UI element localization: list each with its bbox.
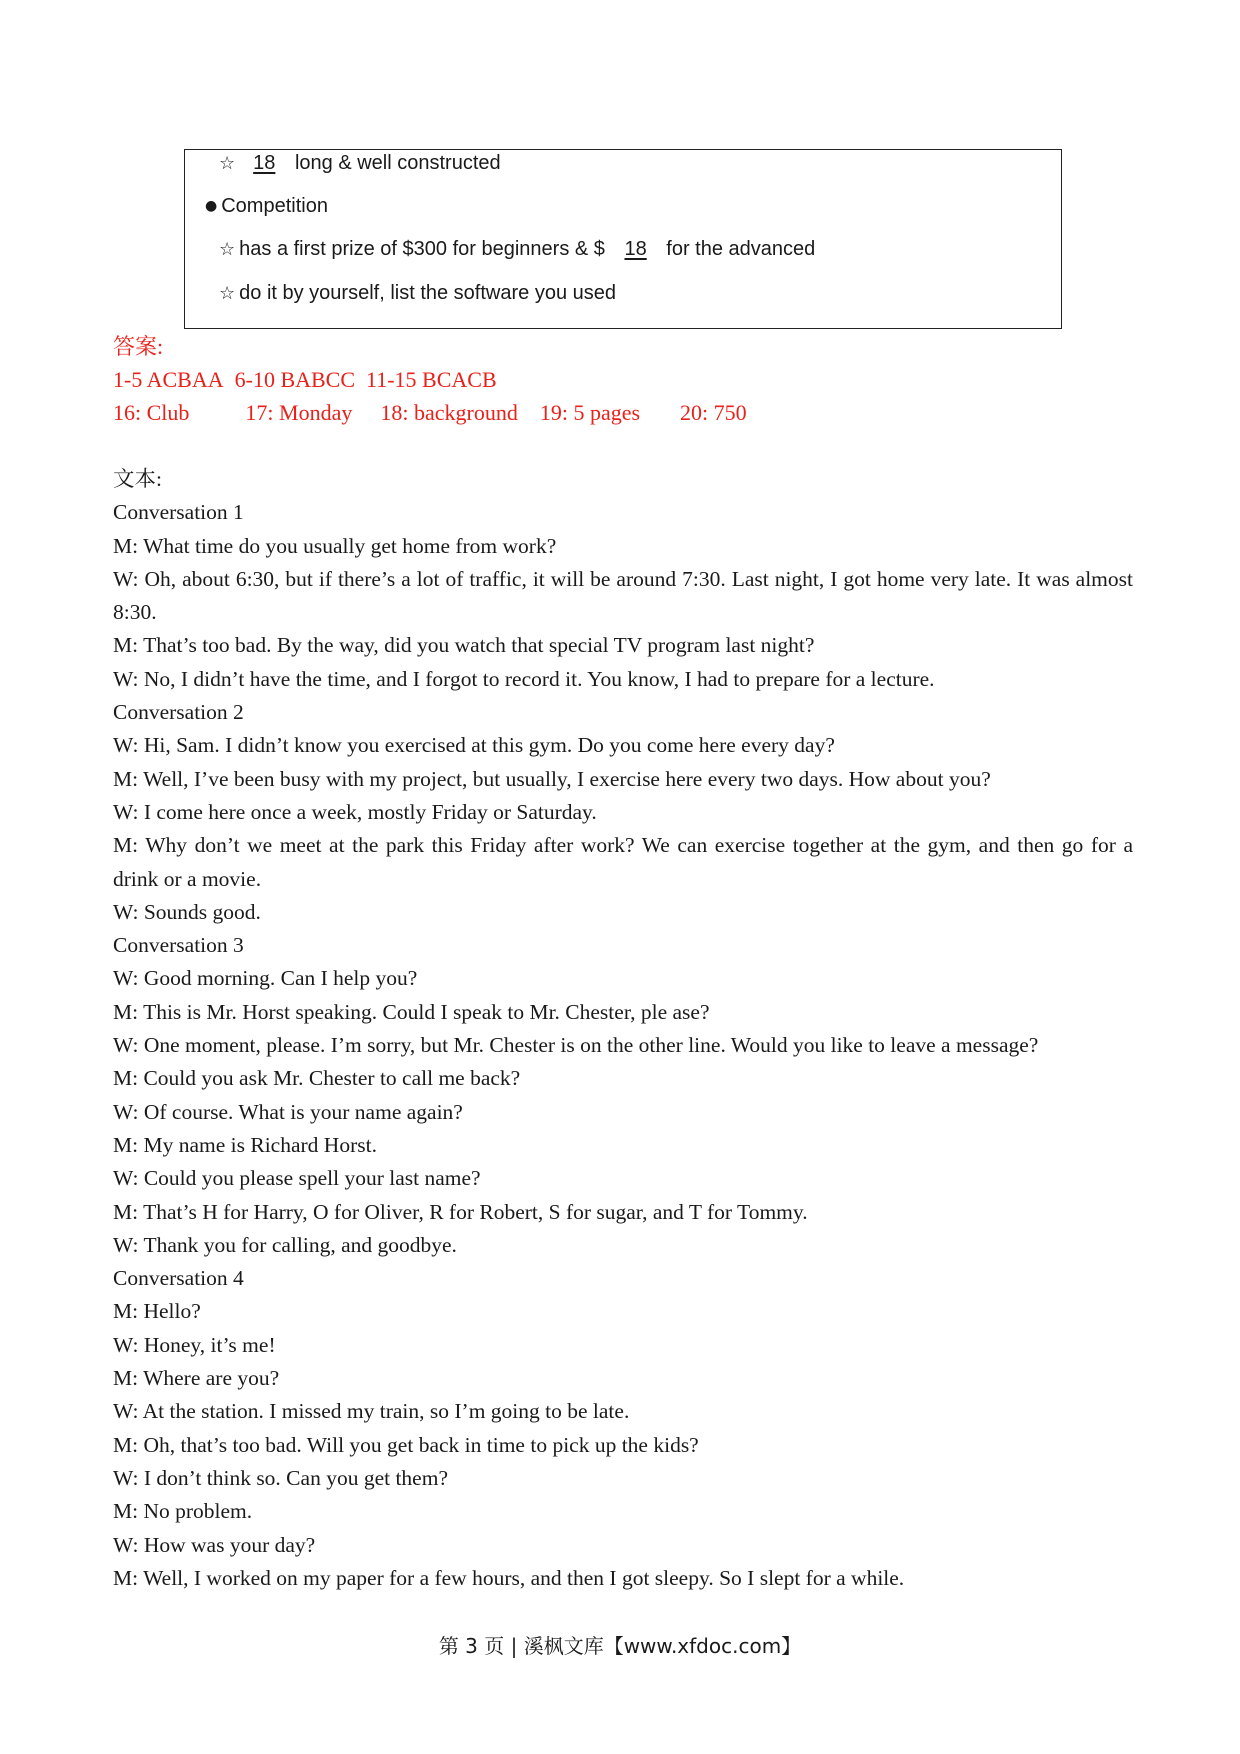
page-footer: 第 3 页 | 溪枫文库【www.xfdoc.com】: [438, 1634, 802, 1658]
box-line-text: do it by yourself, list the software you used: [239, 282, 616, 304]
dialogue-line: W: Good morning. Can I help you?: [113, 966, 418, 991]
dialogue-line: M: Could you ask Mr. Chester to call me back?: [113, 1066, 521, 1091]
box-line-text: has a first prize of $300 for beginners & $: [239, 238, 605, 260]
dialogue-line: M: Where are you?: [113, 1366, 280, 1391]
answer-item: 17: Monday: [245, 400, 353, 425]
box-line-text: long & well constructed: [294, 152, 501, 174]
answer-item: 18: background: [380, 400, 518, 425]
bullet-icon: ●: [205, 198, 218, 214]
dialogue-line: W: How was your day?: [113, 1532, 316, 1557]
dialogue-line: M: Why don’t we meet at the park this Friday after work? We can exercise together at the gym, and then go for a drink or a movie.: [113, 833, 1133, 891]
conversation-heading: Conversation 1: [113, 500, 244, 525]
answer-group: 6-10 BABCC: [234, 367, 356, 392]
answers-row-2: [113, 396, 747, 429]
answers-row-1: [113, 363, 747, 396]
dialogue-line: M: Oh, that’s too bad. Will you get back in time to pick up the kids?: [113, 1432, 699, 1457]
dialogue-line: W: One moment, please. I’m sorry, but Mr. Chester is on the other line. Would you like to leave a message?: [113, 1033, 1039, 1058]
dialogue-line: W: Sounds good.: [113, 899, 261, 924]
notes-box: [184, 149, 1062, 329]
answer-item: 16: Club: [113, 400, 190, 425]
answer-group: 1-5 ACBAA: [113, 367, 224, 392]
dialogue-line: W: Of course. What is your name again?: [113, 1099, 463, 1124]
dialogue-line: W: No, I didn’t have the time, and I forgot to record it. You know, I had to prepare for a lecture.: [113, 666, 935, 691]
dialogue-line: W: I come here once a week, mostly Friday or Saturday.: [113, 799, 597, 824]
dialogue-line: W: Honey, it’s me!: [113, 1332, 276, 1357]
dialogue-line: M: What time do you usually get home from work?: [113, 533, 557, 558]
box-line-software: [219, 282, 616, 305]
dialogue-line: W: Hi, Sam. I didn’t know you exercised at this gym. Do you come here every day?: [113, 733, 835, 758]
star-icon: ☆: [219, 239, 236, 260]
answers-heading: 答案:: [113, 334, 164, 359]
dialogue-line: M: Hello?: [113, 1299, 201, 1324]
box-line-text: Competition: [221, 195, 328, 217]
dialogue-line: W: Thank you for calling, and goodbye.: [113, 1232, 457, 1257]
dialogue-line: M: This is Mr. Horst speaking. Could I speak to Mr. Chester, ple ase?: [113, 999, 710, 1024]
box-line-prize: [219, 238, 815, 261]
answer-item: 20: 750: [680, 400, 747, 425]
dialogue-line: M: Well, I’ve been busy with my project, but usually, I exercise here every two days. How about you?: [113, 766, 991, 791]
answer-group: 11-15 BCACB: [366, 367, 497, 392]
answer-item: 19: 5 pages: [539, 400, 641, 425]
star-icon: ☆: [219, 153, 236, 174]
transcript-heading: 文本:: [113, 467, 162, 491]
transcript-section: [113, 463, 1133, 1595]
conversation-heading: Conversation 4: [113, 1266, 244, 1291]
box-line-length: [219, 152, 501, 175]
dialogue-line: M: No problem.: [113, 1499, 253, 1524]
answer-blank: 18: [253, 152, 276, 174]
answers-section: [113, 330, 747, 429]
dialogue-line: W: I don’t think so. Can you get them?: [113, 1465, 448, 1490]
dialogue-line: M: My name is Richard Horst.: [113, 1132, 377, 1157]
dialogue-line: W: Oh, about 6:30, but if there’s a lot of traffic, it will be around 7:30. Last night, I got home very late. It was almost 8:30.: [113, 566, 1133, 625]
dialogue-line: M: Well, I worked on my paper for a few hours, and then I got sleepy. So I slept for a while.: [113, 1565, 905, 1590]
dialogue-line: M: That’s H for Harry, O for Oliver, R for Robert, S for sugar, and T for Tommy.: [113, 1199, 808, 1224]
box-line-competition: [205, 195, 328, 218]
answer-blank: 18: [624, 238, 647, 260]
dialogue-line: W: At the station. I missed my train, so I’m going to be late.: [113, 1399, 630, 1424]
dialogue-line: M: That’s too bad. By the way, did you watch that special TV program last night?: [113, 633, 815, 658]
dialogue-line: W: Could you please spell your last name?: [113, 1166, 481, 1191]
star-icon: ☆: [219, 283, 236, 304]
box-line-text: for the advanced: [666, 238, 816, 260]
conversation-heading: Conversation 2: [113, 700, 244, 725]
conversation-heading: Conversation 3: [113, 933, 244, 958]
